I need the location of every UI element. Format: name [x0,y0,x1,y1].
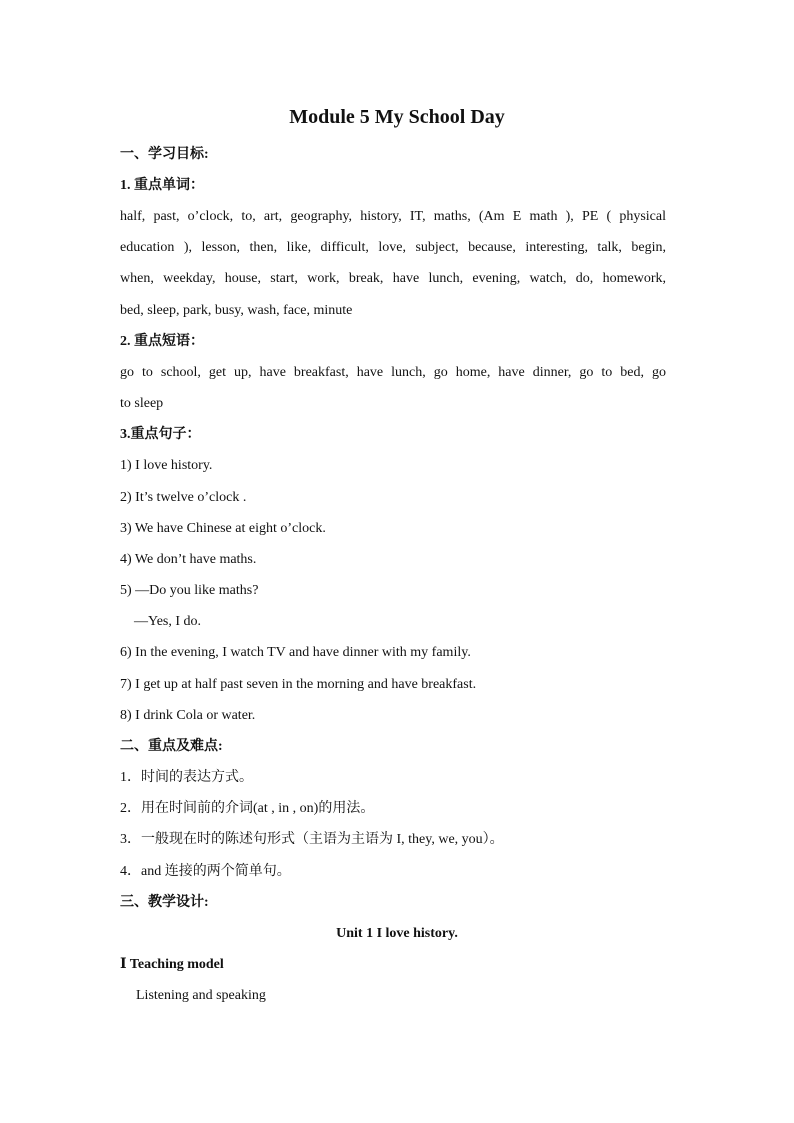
sentence-5: 5) —Do you like maths? [120,583,259,598]
subheading-key-phrases: 2. 重点短语： [120,334,204,349]
section-heading-difficulties: 二、重点及难点: [120,739,223,754]
phrases-line-2: to sleep [120,396,164,411]
section-heading-teaching-design: 三、教学设计: [120,895,209,910]
words-line-1: half, past, o’clock, to, art, geography, history, IT, maths, (Am E math ), PE ( physical [120,209,666,224]
sentence-1: 1) I love history. [120,458,213,473]
words-line-2: education ), lesson, then, like, difficult, love, subject, because, interesting, talk, begin, [120,240,666,255]
words-line-4: bed, sleep, park, busy, wash, face, minute [120,303,353,318]
subheading-key-words: 1. 重点单词： [120,178,204,193]
sentence-3: 3) We have Chinese at eight o’clock. [120,521,326,536]
sentence-7: 7) I get up at half past seven in the morning and have breakfast. [120,677,477,692]
page-title: Module 5 My School Day [289,106,505,128]
subheading-key-sentences: 3.重点句子： [120,427,201,442]
unit-title: Unit 1 I love history. [336,926,458,941]
difficulty-1: 1．时间的表达方式。 [120,770,253,785]
difficulty-4: 4．and 连接的两个简单句。 [120,864,291,879]
sentence-2: 2) It’s twelve o’clock . [120,490,247,505]
phrases-line-1: go to school, get up, have breakfast, have lunch, go home, have dinner, go to bed, go [120,365,666,380]
difficulty-2: 2．用在时间前的介词(at , in , on)的用法。 [120,801,375,816]
teaching-model-heading: Ⅰ Teaching model [120,957,224,972]
sentence-8: 8) I drink Cola or water. [120,708,256,723]
sentence-5-answer: —Yes, I do. [120,614,202,629]
sentence-6: 6) In the evening, I watch TV and have dinner with my family. [120,645,471,660]
section-heading-objectives: 一、学习目标: [120,147,209,162]
sentence-4: 4) We don’t have maths. [120,552,257,567]
words-line-3: when, weekday, house, start, work, break, have lunch, evening, watch, do, homework, [120,271,666,286]
teaching-model-text: Listening and speaking [136,988,266,1003]
difficulty-3: 3．一般现在时的陈述句形式（主语为主语为 I, they, we, you）。 [120,832,504,847]
